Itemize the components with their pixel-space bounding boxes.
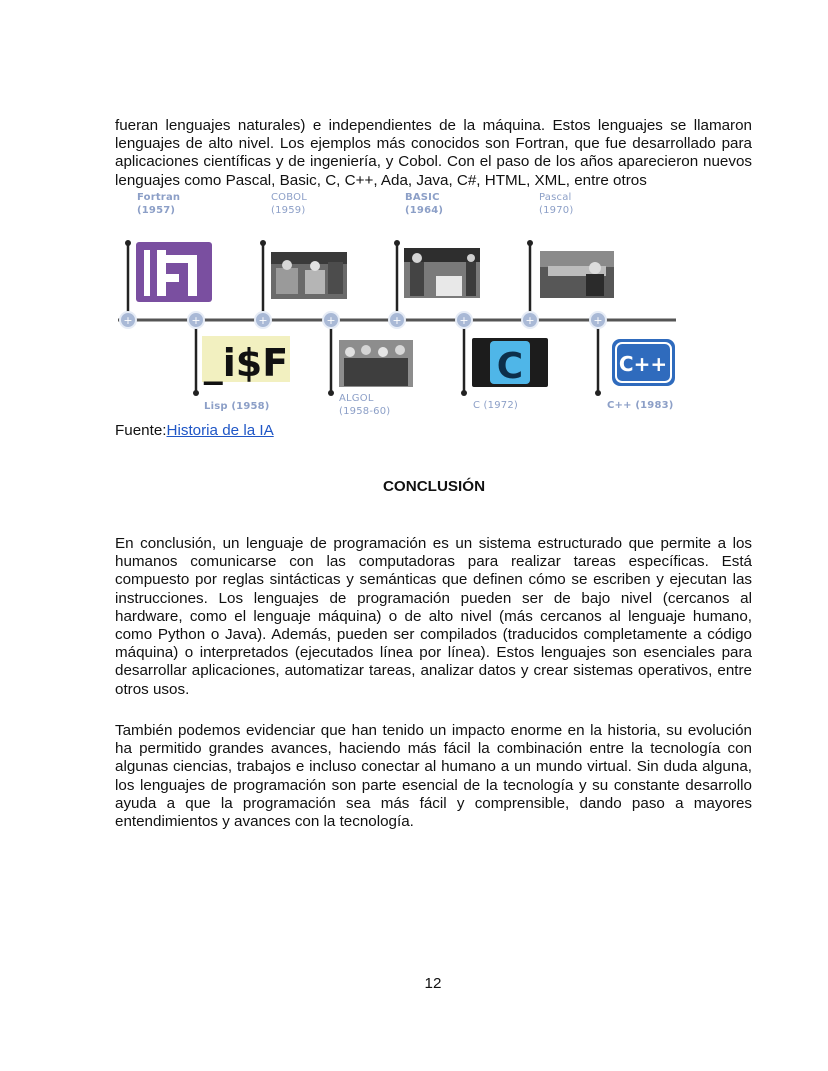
cobol-photo — [271, 252, 347, 299]
svg-text:+: + — [525, 314, 535, 327]
lisp-label: Lisp (1958) — [204, 401, 270, 412]
svg-text:+: + — [392, 314, 402, 327]
cobol-dot — [260, 240, 266, 246]
pascal-photo — [540, 251, 614, 298]
conclusion-paragraph-2: También podemos evidenciar que han tenido un impacto enorme en la historia, su evolución ha permitido grandes avances, haciendo más fácil la combinación entre la tecnología con algunas ciencias, trabajos e incluso conectar al humano a un mundo virtual. Sin duda alguna, los lenguajes de programación son parte esencial de la tecnología y su constante desarrollo ayuda a que la programación sea más fácil y comprensible, dando paso a mayores entendimientos y avances con la tecnología. — [115, 722, 752, 831]
conclusion-heading: CONCLUSIÓN — [382, 478, 486, 495]
figure-source — [115, 422, 274, 440]
c-logo-text: C — [496, 346, 524, 387]
c-logo — [472, 338, 548, 387]
node-plus-icon — [456, 312, 472, 328]
node-plus-icon — [323, 312, 339, 328]
node-plus-icon — [522, 312, 538, 328]
cpp-label: C++ (1983) — [607, 400, 674, 411]
lisp-logo — [202, 336, 290, 385]
node-plus-icon — [255, 312, 271, 328]
page-number: 12 — [424, 975, 442, 992]
pascal-dot — [527, 240, 533, 246]
algol-label: ALGOL (1958-60) — [339, 393, 391, 417]
source-link[interactable]: Historia de la IA — [166, 422, 274, 439]
pascal-label: Pascal (1970) — [539, 192, 574, 216]
svg-text:+: + — [123, 314, 133, 327]
svg-text:+: + — [459, 314, 469, 327]
node-plus-icon — [188, 312, 204, 328]
node-plus-icon — [590, 312, 606, 328]
svg-text:+: + — [326, 314, 336, 327]
basic-label: BASIC (1964) — [405, 192, 444, 216]
fortran-label: Fortran (1957) — [137, 192, 181, 216]
intro-paragraph: fueran lenguajes naturales) e independientes de la máquina. Estos lenguajes se llamaron lenguajes de alto nivel. Los ejemplos más conocidos son Fortran, que fue desarrollado para aplicaciones científicas y de ingeniería, y Cobol. Con el paso de los años aparecieron nuevos lenguajes como Pascal, Basic, C, C++, Ada, Java, C#, HTML, XML, entre otros — [115, 117, 752, 189]
svg-text:+: + — [593, 314, 603, 327]
fortran-logo — [136, 242, 212, 302]
svg-text:+: + — [191, 314, 201, 327]
node-plus-icon — [389, 312, 405, 328]
algol-photo — [339, 340, 413, 387]
algol-dot — [328, 390, 334, 396]
lisp-logo-text: _i$F — [203, 341, 289, 385]
lisp-dot — [193, 390, 199, 396]
svg-text:+: + — [258, 314, 268, 327]
cobol-label: COBOL (1959) — [271, 192, 307, 216]
basic-photo — [404, 248, 480, 298]
fortran-dot — [125, 240, 131, 246]
cpp-logo — [612, 339, 675, 386]
c-label: C (1972) — [473, 400, 519, 411]
node-plus-icon — [120, 312, 136, 328]
cpp-logo-text: C++ — [618, 352, 668, 376]
conclusion-paragraph-1: En conclusión, un lenguaje de programación es un sistema estructurado que permite a los humanos comunicarse con las computadoras para realizar tareas específicas. Está compuesto por reglas sintácticas y semánticas que definen cómo se escriben y ejecutan las instrucciones. Los lenguajes de programación pueden ser de bajo nivel (cercanos al hardware, como el lenguaje máquina) o de alto nivel (más cercanos al lenguaje humano, como Python o Java). Además, pueden ser compilados (traducidos completamente a código máquina) o interpretados (ejecutados línea por línea). Estos lenguajes son esenciales para desarrollar aplicaciones, automatizar tareas, analizar datos y crear sistemas operativos, entre otros usos. — [115, 535, 752, 698]
basic-dot — [394, 240, 400, 246]
c-dot — [461, 390, 467, 396]
cpp-dot — [595, 390, 601, 396]
source-prefix: Fuente: — [115, 422, 167, 439]
